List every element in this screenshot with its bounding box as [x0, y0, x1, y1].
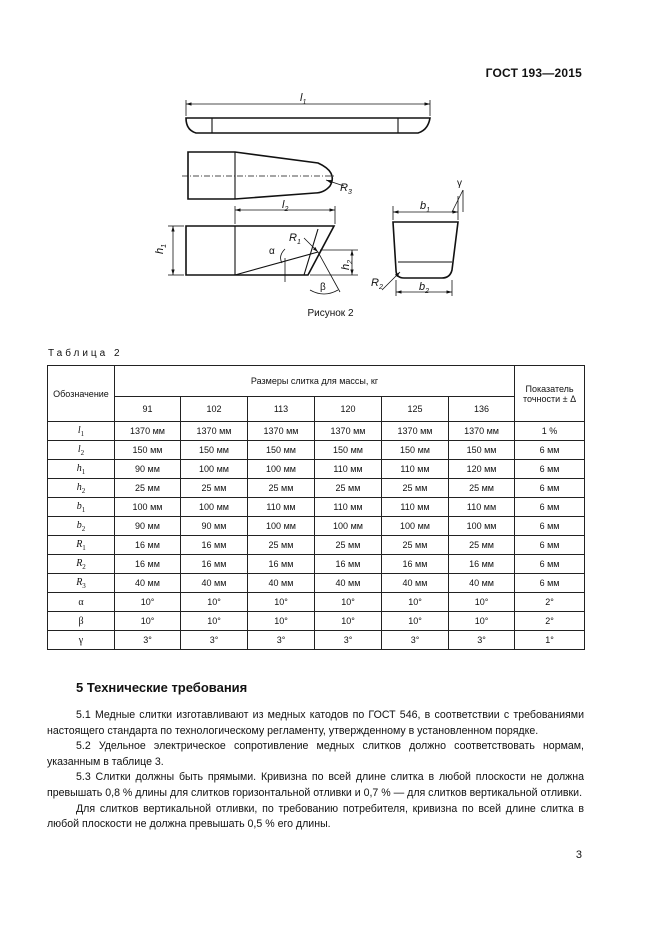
label-l2: $l_2$ [282, 199, 289, 213]
table-row [48, 593, 585, 612]
value-cell: 10° [449, 612, 515, 631]
designation-cell: β [48, 612, 115, 631]
value-cell: 25 мм [315, 536, 382, 555]
designation-cell: $R_3$ [48, 574, 115, 593]
label-r3: $R_3$ [340, 182, 352, 196]
paragraph: 5.1 Медные слитки изготавливают из медных катодов по ГОСТ 546, в соответствии с требованиями настоящего стандарта по технологическому регламенту, утвержденному в установленном порядке. [47, 709, 584, 737]
accuracy-cell: 6 мм [515, 536, 585, 555]
label-alpha: α [269, 246, 275, 257]
value-cell: 100 мм [115, 498, 181, 517]
paragraph: Для слитков вертикальной отливки, по требованию потребителя, кривизна по всей длине слитка в любой плоскости не должна превышать 0,5 % его длины. [47, 802, 584, 831]
table-row [48, 460, 585, 479]
value-cell: 120 мм [449, 460, 515, 479]
mass-header-cell: 91 [115, 397, 181, 422]
designation-cell: $l_1$ [48, 422, 115, 441]
value-cell: 3° [382, 631, 449, 650]
label-gamma: γ [457, 178, 462, 189]
designation-cell: γ [48, 631, 115, 650]
value-cell: 110 мм [382, 498, 449, 517]
value-cell: 150 мм [248, 441, 315, 460]
value-cell: 10° [115, 593, 181, 612]
table-title: Таблица 2 [48, 348, 123, 359]
value-cell: 100 мм [449, 517, 515, 536]
value-cell: 25 мм [181, 479, 248, 498]
designation-cell: $b_2$ [48, 517, 115, 536]
table-row [48, 498, 585, 517]
table-row [48, 517, 585, 536]
value-cell: 100 мм [181, 460, 248, 479]
table-row [48, 631, 585, 650]
value-cell: 110 мм [315, 498, 382, 517]
value-cell: 16 мм [248, 555, 315, 574]
value-cell: 16 мм [115, 536, 181, 555]
accuracy-cell: 2° [515, 612, 585, 631]
designation-cell: $R_2$ [48, 555, 115, 574]
value-cell: 100 мм [382, 517, 449, 536]
designation-cell: $R_1$ [48, 536, 115, 555]
ingot-drawing [0, 0, 661, 330]
value-cell: 90 мм [181, 517, 248, 536]
value-cell: 10° [315, 612, 382, 631]
mass-header-cell: 120 [315, 397, 382, 422]
label-r1: $R_1$ [289, 232, 301, 246]
value-cell: 25 мм [248, 479, 315, 498]
value-cell: 16 мм [449, 555, 515, 574]
value-cell: 3° [248, 631, 315, 650]
document-number: ГОСТ 193—2015 [485, 66, 582, 80]
value-cell: 150 мм [449, 441, 515, 460]
value-cell: 10° [382, 593, 449, 612]
value-cell: 25 мм [248, 536, 315, 555]
value-cell: 40 мм [449, 574, 515, 593]
value-cell: 1370 мм [181, 422, 248, 441]
value-cell: 10° [382, 612, 449, 631]
value-cell: 10° [248, 593, 315, 612]
designation-cell: α [48, 593, 115, 612]
mass-header-cell: 113 [248, 397, 315, 422]
value-cell: 40 мм [382, 574, 449, 593]
value-cell: 16 мм [181, 536, 248, 555]
value-cell: 3° [115, 631, 181, 650]
value-cell: 1370 мм [382, 422, 449, 441]
paragraph: 5.2 Удельное электрическое сопротивление медных слитков должно соответствовать нормам, указанным в таблице 3. [47, 740, 584, 768]
value-cell: 90 мм [115, 460, 181, 479]
section-title: 5 Технические требования [76, 680, 248, 695]
ingot-size-table [47, 365, 585, 650]
value-cell: 1370 мм [315, 422, 382, 441]
section-body [47, 708, 584, 833]
label-h2: $h_2$ [340, 259, 354, 270]
table-row [48, 612, 585, 631]
value-cell: 90 мм [115, 517, 181, 536]
value-cell: 110 мм [382, 460, 449, 479]
value-cell: 25 мм [449, 479, 515, 498]
value-cell: 150 мм [115, 441, 181, 460]
table-row [48, 574, 585, 593]
accuracy-cell: 6 мм [515, 479, 585, 498]
value-cell: 110 мм [315, 460, 382, 479]
value-cell: 10° [315, 593, 382, 612]
accuracy-cell: 2° [515, 593, 585, 612]
value-cell: 1370 мм [115, 422, 181, 441]
value-cell: 100 мм [315, 517, 382, 536]
plan-view-outline [188, 152, 332, 199]
value-cell: 100 мм [181, 498, 248, 517]
value-cell: 1370 мм [248, 422, 315, 441]
mass-header-cell: 102 [181, 397, 248, 422]
accuracy-cell: 6 мм [515, 517, 585, 536]
value-cell: 10° [248, 612, 315, 631]
label-r2: $R_2$ [371, 277, 383, 291]
table-row [48, 479, 585, 498]
end-view-outline [393, 222, 458, 278]
accuracy-cell: 6 мм [515, 460, 585, 479]
label-b1: $b_1$ [420, 200, 431, 214]
value-cell: 10° [181, 593, 248, 612]
accuracy-cell: 6 мм [515, 498, 585, 517]
accuracy-cell: 6 мм [515, 574, 585, 593]
value-cell: 3° [449, 631, 515, 650]
designation-cell: $h_1$ [48, 460, 115, 479]
accuracy-cell: 6 мм [515, 441, 585, 460]
page-number: 3 [575, 849, 582, 861]
value-cell: 110 мм [449, 498, 515, 517]
label-beta: β [320, 282, 326, 293]
value-cell: 150 мм [315, 441, 382, 460]
label-l1: $l_1$ [300, 92, 307, 106]
designation-cell: $h_2$ [48, 479, 115, 498]
label-h1: $h_1$ [154, 243, 168, 254]
value-cell: 25 мм [315, 479, 382, 498]
value-cell: 40 мм [315, 574, 382, 593]
value-cell: 110 мм [248, 498, 315, 517]
value-cell: 3° [315, 631, 382, 650]
value-cell: 150 мм [382, 441, 449, 460]
value-cell: 10° [449, 593, 515, 612]
table-row [48, 555, 585, 574]
header-accuracy: Показатель точности ± Δ [515, 366, 585, 422]
value-cell: 25 мм [382, 479, 449, 498]
table-row [48, 422, 585, 441]
accuracy-cell: 1 % [515, 422, 585, 441]
mass-header-cell: 136 [449, 397, 515, 422]
accuracy-cell: 1° [515, 631, 585, 650]
value-cell: 150 мм [181, 441, 248, 460]
header-designation: Обозначение [48, 366, 115, 422]
label-b2: $b_2$ [419, 281, 430, 295]
header-sizes: Размеры слитка для массы, кг [115, 366, 515, 397]
value-cell: 3° [181, 631, 248, 650]
table-row [48, 536, 585, 555]
value-cell: 100 мм [248, 517, 315, 536]
value-cell: 16 мм [315, 555, 382, 574]
paragraph: 5.3 Слитки должны быть прямыми. Кривизна по всей длине слитка в любой плоскости не должна превышать 0,8 % длины для слитков горизонтальной отливки и 0,7 % — для слитков вертикальной отливки. [47, 771, 584, 799]
figure-caption: Рисунок 2 [307, 308, 354, 319]
value-cell: 1370 мм [449, 422, 515, 441]
value-cell: 100 мм [248, 460, 315, 479]
value-cell: 10° [115, 612, 181, 631]
mass-header-row [48, 397, 585, 422]
value-cell: 10° [181, 612, 248, 631]
value-cell: 40 мм [115, 574, 181, 593]
designation-cell: $b_1$ [48, 498, 115, 517]
table-row [48, 441, 585, 460]
accuracy-cell: 6 мм [515, 555, 585, 574]
value-cell: 16 мм [382, 555, 449, 574]
value-cell: 25 мм [382, 536, 449, 555]
value-cell: 16 мм [115, 555, 181, 574]
value-cell: 16 мм [181, 555, 248, 574]
value-cell: 40 мм [181, 574, 248, 593]
value-cell: 25 мм [115, 479, 181, 498]
top-view-outline [186, 118, 430, 133]
value-cell: 40 мм [248, 574, 315, 593]
designation-cell: $l_2$ [48, 441, 115, 460]
mass-header-cell: 125 [382, 397, 449, 422]
value-cell: 25 мм [449, 536, 515, 555]
